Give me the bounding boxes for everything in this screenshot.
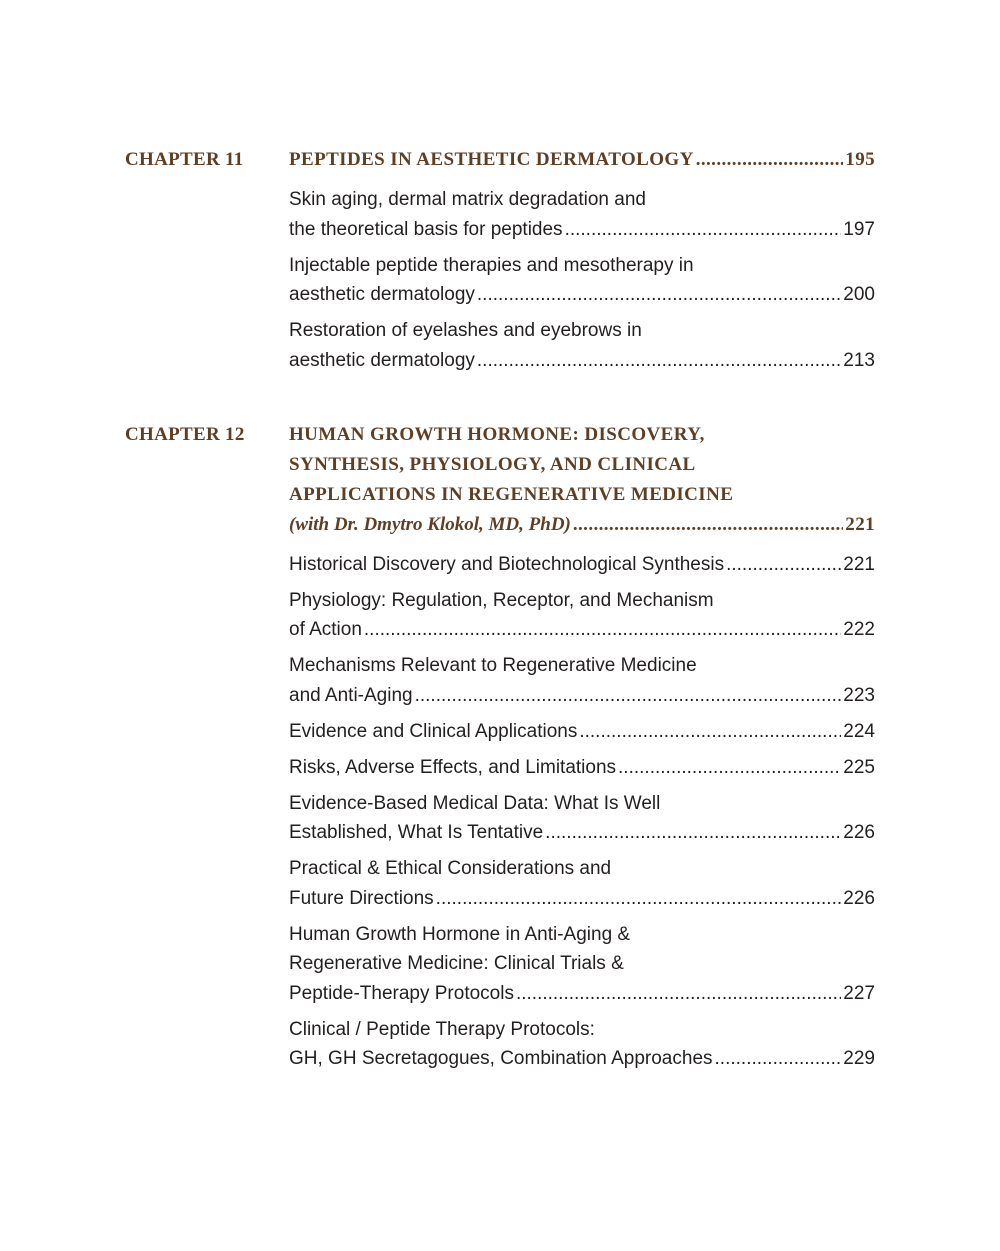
toc-entry[interactable] [289,586,875,645]
entry-page-number: 197 [843,218,875,240]
entry-page-number: 200 [843,284,875,305]
toc-entry[interactable] [289,753,875,783]
entry-line: Injectable peptide therapies and mesotherapy in [289,254,694,276]
entry-line: Clinical / Peptide Therapy Protocols: [289,1018,595,1040]
toc-entry[interactable] [289,316,875,375]
entry-row [289,681,875,711]
toc-entry[interactable] [289,651,875,710]
chapter-title-line: SYNTHESIS, PHYSIOLOGY, AND CLINICAL [289,453,696,475]
toc-entry[interactable] [289,550,875,580]
chapter-title-row [289,510,875,540]
dot-leader [477,346,841,376]
chapter-label: CHAPTER 12 [125,423,245,445]
chapter-label: CHAPTER 11 [125,149,244,170]
dot-leader [436,884,842,914]
table-of-contents [125,145,875,1118]
chapter-section [125,420,875,1081]
entry-line: Human Growth Hormone in Anti-Aging & [289,923,631,945]
dot-leader [516,979,841,1009]
dot-leader [618,753,841,783]
entry-text: Risks, Adverse Effects, and Limitations [289,756,617,778]
entry-page-number: 224 [843,720,875,742]
toc-entry[interactable] [289,920,875,1009]
chapter-body [289,145,875,382]
entry-page-number: 223 [843,684,875,706]
chapter-title-text: (with Dr. Dmytro Klokol, MD, PhD) [289,513,571,535]
entry-page-number: 221 [843,553,875,575]
entry-row [289,215,875,245]
entry-page-number: 213 [843,349,875,371]
dot-leader [579,717,841,747]
entry-row [289,550,875,580]
entry-line: Physiology: Regulation, Receptor, and Mechanism [289,589,714,611]
entry-line: Regenerative Medicine: Clinical Trials & [289,953,624,974]
dot-leader [573,510,843,540]
entry-page-number: 226 [843,887,875,909]
dot-leader [715,1044,842,1074]
entry-row [289,717,875,747]
toc-entry[interactable] [289,789,875,848]
chapter-title[interactable] [289,145,875,175]
entry-row [289,753,875,783]
entry-row [289,979,875,1009]
chapter-title[interactable] [289,420,875,540]
entry-text: aesthetic dermatology [289,349,475,371]
entry-page-number: 227 [843,982,875,1004]
entry-text: the theoretical basis for peptides [289,218,563,240]
entry-line: Practical & Ethical Considerations and [289,858,612,879]
entry-page-number: 225 [843,756,875,778]
entry-text: GH, GH Secretagogues, Combination Approaches [289,1048,713,1069]
dot-leader [565,215,842,245]
chapter-page-number: 195 [845,149,875,170]
toc-entry[interactable] [289,1015,875,1074]
entry-text: Future Directions [289,887,434,909]
chapter-title-line: HUMAN GROWTH HORMONE: DISCOVERY, [289,423,705,445]
entry-text: Established, What Is Tentative [289,822,544,843]
entry-text: Evidence and Clinical Applications [289,720,578,742]
dot-leader [545,818,841,848]
entry-page-number: 229 [843,1048,875,1069]
entry-text: Peptide-Therapy Protocols [289,982,514,1004]
entry-row [289,818,875,848]
entry-page-number: 222 [843,619,875,640]
dot-leader [477,280,841,310]
toc-entry[interactable] [289,717,875,747]
entry-text: Historical Discovery and Biotechnological Synthesis [289,553,725,575]
entry-line: Restoration of eyelashes and eyebrows in [289,320,642,341]
toc-entry[interactable] [289,185,875,244]
entry-line: Mechanisms Relevant to Regenerative Medicine [289,655,697,676]
entry-text: of Action [289,619,362,640]
dot-leader [415,681,842,711]
chapter-page-number: 221 [845,513,875,535]
toc-entry[interactable] [289,854,875,913]
toc-entry[interactable] [289,251,875,310]
chapter-section [125,145,875,382]
entry-row [289,615,875,645]
entry-text: aesthetic dermatology [289,284,475,305]
entry-row [289,280,875,310]
dot-leader [696,145,844,175]
chapter-title-row [289,145,875,175]
entry-page-number: 226 [843,822,875,843]
entry-line: Evidence-Based Medical Data: What Is Well [289,792,661,814]
chapter-title-text: PEPTIDES IN AESTHETIC DERMATOLOGY [289,149,694,170]
chapter-body [289,420,875,1081]
dot-leader [364,615,841,645]
chapter-title-line: APPLICATIONS IN REGENERATIVE MEDICINE [289,483,734,505]
dot-leader [726,550,841,580]
entry-row [289,884,875,914]
entry-line: Skin aging, dermal matrix degradation and [289,189,646,210]
entry-text: and Anti-Aging [289,684,413,706]
entry-row [289,1044,875,1074]
entry-row [289,346,875,376]
